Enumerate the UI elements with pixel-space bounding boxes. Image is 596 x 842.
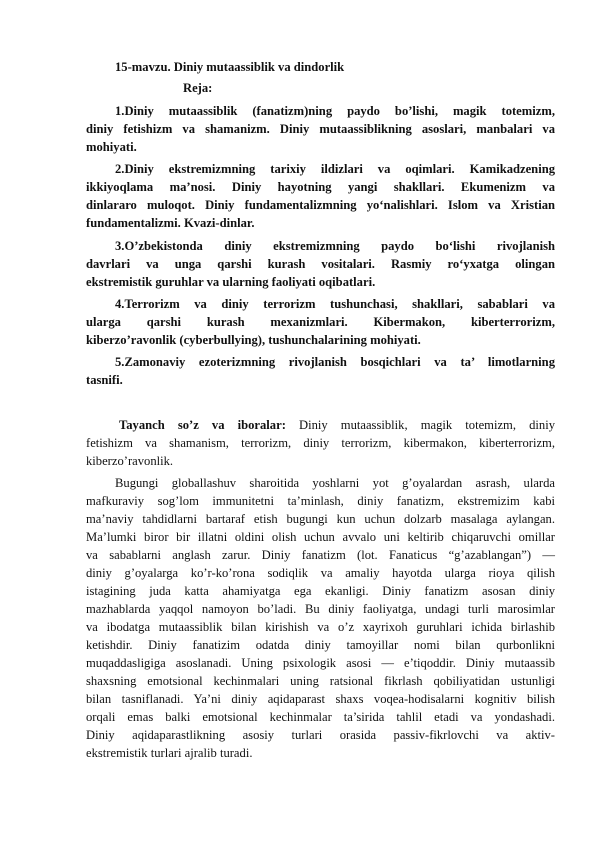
keywords-label: Tayanch so’z va iboralar: xyxy=(119,418,286,432)
body-line: Diniy aqidaparastlikning asosiy turlari orasida passiv-fikrlovchi va aktiv- xyxy=(86,728,555,742)
body-line: va sabablarni anglash zarur. Diniy fanatizm (lot. Fanaticus “g’azablangan”) — xyxy=(86,548,555,562)
body-line: ketishdir. Diniy fanatizim odatda diniy tamoyillar nomi bilan qurbonlikni xyxy=(86,638,555,652)
body-line: mafkuraviy sog’lom immunitetni ta’minlash, diniy fanatizm, ekstremizim kabi xyxy=(86,494,555,508)
body-line: ekstremistik turlari ajralib turadi. xyxy=(86,746,253,760)
body-line: va ibodatga mutaassiblik bilan kirishish va o’z xayrixoh guruhlari ichida birlashib xyxy=(86,620,555,634)
body-line: istagining juda katta ahamiyatga ega ekanligi. Diniy fanatizm asosan diniy xyxy=(86,584,555,598)
plan-line: ekstremistik guruhlar va ularning faoliyati oqibatlari. xyxy=(86,275,376,289)
plan-line: 2.Diniy ekstremizmning tarixiy ildizlari va oqimlari. Kamikadzening xyxy=(115,162,555,176)
plan-line: davrlari va unga qarshi kurash vositalari. Rasmiy ro‘yxatga olingan xyxy=(86,257,555,271)
body-line: orqali emas balki emotsional kechinmalar ta’sirida tahlil etadi va yondashadi. xyxy=(86,710,555,724)
page-title: 15-mavzu. Diniy mutaassiblik va dindorlik xyxy=(115,60,345,74)
plan-line: ikkiyoqlama ma’nosi. Diniy hayotning yangi shakllari. Ekumenizm va xyxy=(86,180,555,194)
plan-line: 3.O’zbekistonda diniy ekstremizmning paydo bo‘lishi rivojlanish xyxy=(115,239,555,253)
keywords-line: kiberzo’ravonlik. xyxy=(86,454,174,468)
body-line: mazhablarda yaqqol namoyon bo’ladi. Bu diniy faoliyatga, undagi turli marosimlar xyxy=(86,602,555,616)
plan-heading: Reja: xyxy=(183,81,213,95)
plan-line: dinlararo muloqot. Diniy fundamentalizmning yo‘nalishlari. Islom va Xristian xyxy=(86,198,555,212)
body-line: muqaddasligiga asoslanadi. Uning psixologik asosi — e’tiqoddir. Diniy mutaassib xyxy=(86,656,555,670)
plan-line: kiberzo’ravonlik (cyberbullying), tushunchalarining mohiyati. xyxy=(86,333,421,347)
plan-line: ularga qarshi kurash mexanizmlari. Kibermakon, kiberterrorizm, xyxy=(86,315,555,329)
plan-line: mohiyati. xyxy=(86,140,137,154)
keywords-first-line xyxy=(119,416,555,434)
plan-line: fundamentalizmi. Kvazi-dinlar. xyxy=(86,216,255,230)
plan-line: 4.Terrorizm va diniy terrorizm tushunchasi, shakllari, sabablari va xyxy=(115,297,555,311)
body-line: shaxsning emotsional kechinmalari uning ratsional fikrlash qobiliyatidan ustunligi xyxy=(86,674,555,688)
plan-line: 5.Zamonaviy ezoterizmning rivojlanish bosqichlari va ta’ limotlarning xyxy=(115,355,555,369)
keywords-line: fetishizm va shamanism, terrorizm, diniy terrorizm, kibermakon, kiberterrorizm, xyxy=(86,436,555,450)
plan-line: tasnifi. xyxy=(86,373,123,387)
plan-line: diniy fetishizm va shamanizm. Diniy mutaassiblikning asoslari, manbalari va xyxy=(86,122,555,136)
body-line: diniy g’oyalarga ko’r-ko’rona sodiqlik va amaliy hayotda ularga rioya qilish xyxy=(86,566,555,580)
plan-line: 1.Diniy mutaassiblik (fanatizm)ning paydo bo’lishi, magik totemizm, xyxy=(115,104,555,118)
body-line: Bugungi globallashuv sharoitida yoshlarni yot g’oyalardan asrash, ularda xyxy=(115,476,555,490)
body-line: Ma’lumki biror bir illatni oldini olish uchun avvalo uni keltirib chiqaruvchi omillar xyxy=(86,530,555,544)
keywords-text: Diniy mutaassiblik, magik totemizm, diniy xyxy=(285,418,555,432)
body-line: bilan tasniflanadi. Ya’ni diniy aqidaparast shaxs voqea-hodisalarni kognitiv bilish xyxy=(86,692,555,706)
body-line: ma’naviy tahdidlarni bartaraf etish bugungi kun uchun dolzarb masalaga aylangan. xyxy=(86,512,555,526)
